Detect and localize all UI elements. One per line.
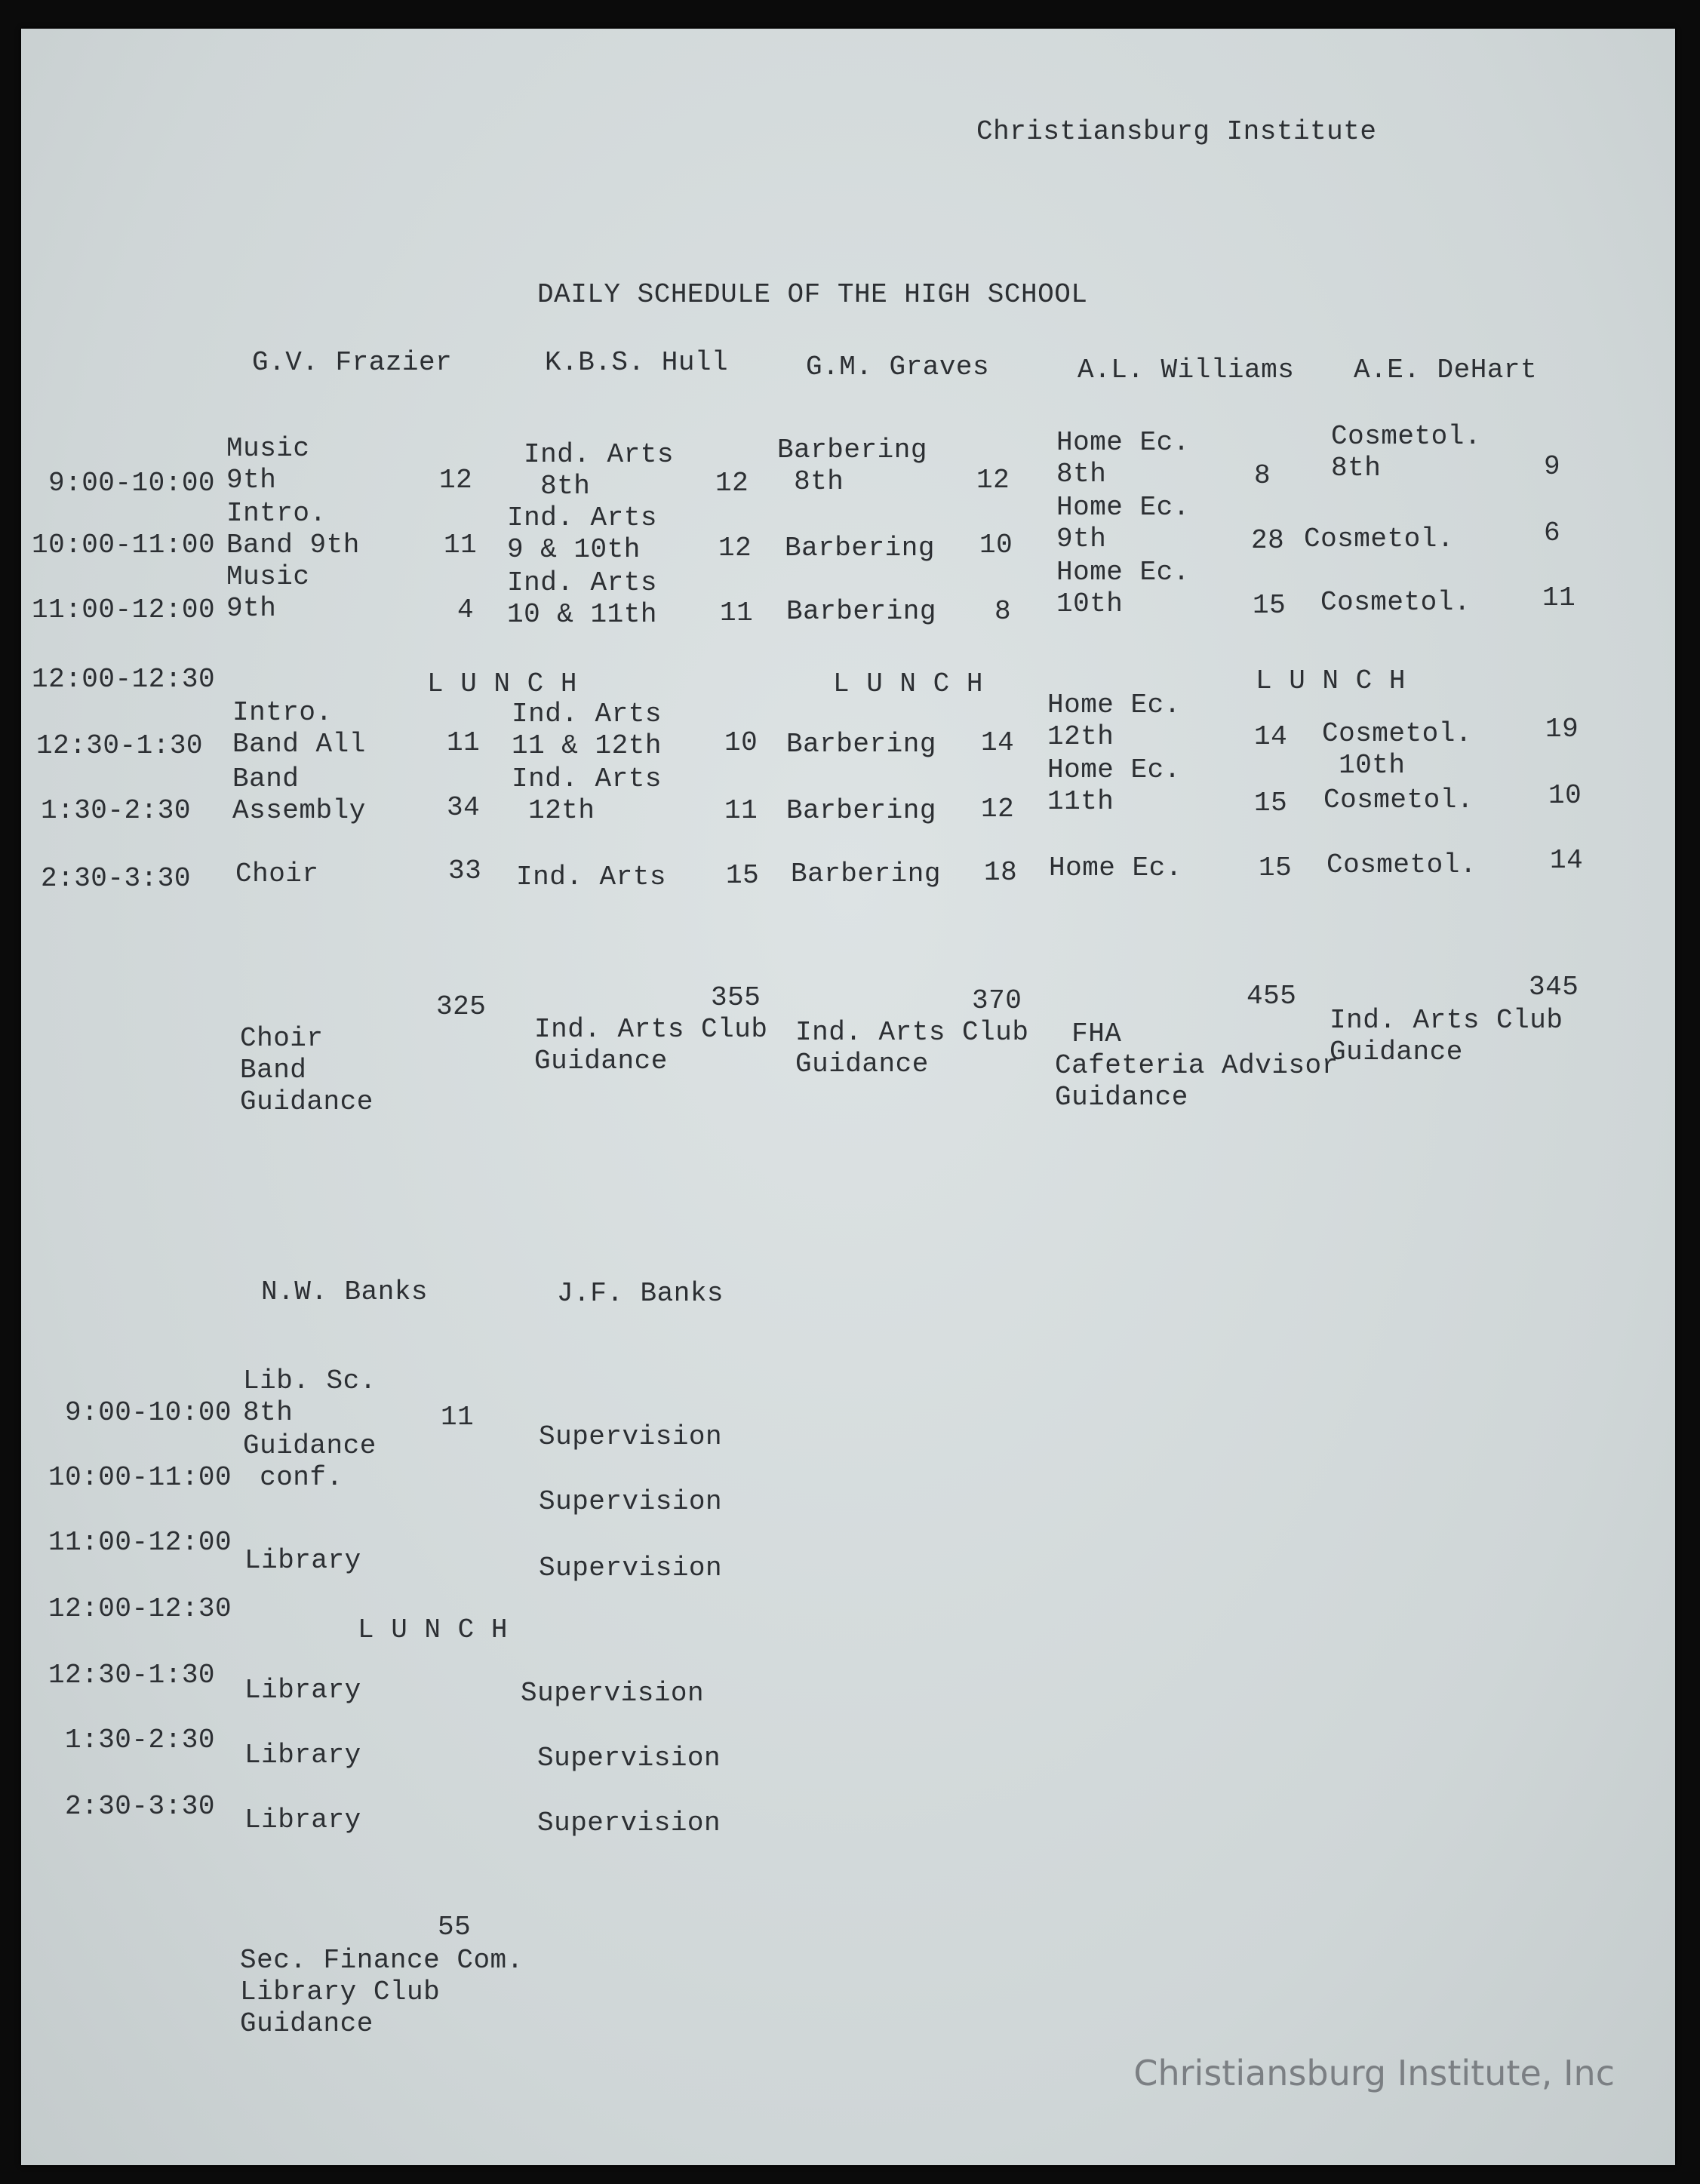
teacher-nw-banks: N.W. Banks — [261, 1276, 429, 1307]
teacher-hull: K.B.S. Hull — [545, 347, 729, 378]
class-entry: Ind. Arts 9 & 10th — [507, 502, 657, 565]
class-count: 9 — [1544, 451, 1561, 482]
class-count: 12 — [715, 468, 749, 499]
duties-list: Ind. Arts Club Guidance — [534, 1014, 768, 1077]
class-entry: Intro. Band 9th — [226, 498, 360, 561]
class-count: 12 — [439, 465, 473, 496]
document-page — [21, 29, 1675, 2165]
time-slot: 10:00-11:00 — [48, 1462, 232, 1493]
class-count: 14 — [1254, 721, 1288, 752]
class-entry: Home Ec. 8th — [1056, 427, 1190, 490]
class-entry: Home Ec. 12th — [1047, 690, 1181, 752]
lunch-label: L U N C H — [833, 668, 983, 699]
teacher-williams: A.L. Williams — [1077, 355, 1295, 386]
class-entry: Home Ec. 10th — [1056, 557, 1190, 619]
class-entry: Supervision — [539, 1421, 723, 1452]
time-slot: 11:00-12:00 — [48, 1527, 232, 1558]
duties-list: Sec. Finance Com. Library Club Guidance — [240, 1945, 524, 2039]
student-total: 455 — [1247, 981, 1297, 1012]
teacher-graves: G.M. Graves — [806, 352, 990, 382]
duties-list: Ind. Arts Club Guidance — [1330, 1005, 1563, 1067]
class-count: 11 — [444, 530, 478, 561]
class-count: 8 — [1254, 460, 1271, 491]
class-count: 8 — [994, 596, 1012, 627]
class-entry: Library — [244, 1740, 361, 1771]
class-count: 15 — [1259, 852, 1293, 883]
class-entry: Home Ec. 11th — [1047, 754, 1181, 817]
class-count: 4 — [457, 594, 475, 625]
class-count: 11 — [441, 1402, 475, 1433]
class-entry: Ind. Arts — [516, 862, 666, 892]
class-entry: Supervision — [521, 1678, 705, 1709]
class-count: 18 — [984, 857, 1018, 888]
time-slot: 12:00-12:30 — [48, 1593, 232, 1624]
class-entry: Barbering — [786, 729, 936, 760]
student-total: 325 — [436, 991, 487, 1022]
time-slot: 10:00-11:00 — [32, 530, 216, 561]
class-entry: Band Assembly — [232, 763, 366, 826]
class-entry: Supervision — [539, 1486, 723, 1517]
time-slot: 1:30-2:30 — [41, 795, 191, 826]
class-count: 11 — [447, 727, 481, 758]
class-entry: Home Ec. 9th — [1056, 492, 1190, 554]
time-slot: 1:30-2:30 — [65, 1725, 215, 1755]
class-count: 34 — [447, 792, 481, 823]
class-entry: Supervision — [537, 1743, 721, 1774]
time-slot: 11:00-12:00 — [32, 594, 216, 625]
class-count: 10 — [979, 530, 1013, 561]
class-count: 11 — [720, 597, 754, 628]
student-total: 345 — [1529, 972, 1579, 1003]
teacher-frazier: G.V. Frazier — [252, 347, 453, 378]
duties-list: FHA Cafeteria Advisor Guidance — [1055, 1018, 1339, 1113]
lunch-label: L U N C H — [427, 668, 577, 699]
class-entry: Supervision — [537, 1808, 721, 1838]
class-entry: Ind. Arts 11 & 12th — [512, 699, 662, 761]
class-count: 14 — [1550, 845, 1584, 876]
class-entry: Guidance conf. — [243, 1430, 377, 1493]
time-slot: 2:30-3:30 — [41, 863, 191, 894]
lunch-label: L U N C H — [1256, 665, 1406, 696]
class-count: 14 — [981, 727, 1015, 758]
class-count: 33 — [448, 855, 482, 886]
duties-list: Choir Band Guidance — [240, 1023, 374, 1117]
class-entry: Barbering — [785, 533, 935, 564]
time-slot: 12:30-1:30 — [48, 1660, 216, 1691]
class-entry: Cosmetol. 10th — [1322, 718, 1472, 781]
class-count: 12 — [718, 533, 752, 564]
class-entry: Choir — [235, 859, 319, 889]
class-entry: Library — [244, 1545, 361, 1576]
time-slot: 2:30-3:30 — [65, 1791, 215, 1822]
class-count: 15 — [1254, 788, 1288, 819]
archive-watermark: Christiansburg Institute, Inc — [1133, 2053, 1615, 2093]
class-entry: Barbering — [786, 795, 936, 826]
class-entry: Home Ec. — [1049, 852, 1182, 883]
lunch-label: L U N C H — [358, 1614, 508, 1645]
class-entry: Ind. Arts 10 & 11th — [507, 567, 657, 630]
class-count: 15 — [726, 860, 760, 891]
student-total: 55 — [438, 1912, 472, 1943]
class-entry: Cosmetol. — [1323, 785, 1474, 816]
class-entry: Cosmetol. — [1304, 524, 1454, 554]
time-slot: 9:00-10:00 — [65, 1397, 232, 1428]
class-entry: Ind. Arts 8th — [524, 439, 674, 502]
student-total: 355 — [711, 982, 761, 1013]
schedule-title: DAILY SCHEDULE OF THE HIGH SCHOOL — [537, 279, 1088, 310]
class-count: 6 — [1544, 518, 1561, 548]
class-entry: Library — [244, 1675, 361, 1706]
class-count: 12 — [981, 794, 1015, 825]
class-entry: Supervision — [539, 1553, 723, 1583]
institution-name: Christiansburg Institute — [976, 116, 1377, 147]
duties-list: Ind. Arts Club Guidance — [795, 1017, 1029, 1080]
class-entry: Music 9th — [226, 433, 310, 496]
time-slot: 9:00-10:00 — [48, 468, 216, 499]
class-count: 10 — [724, 727, 758, 758]
class-count: 10 — [1548, 780, 1582, 811]
class-count: 11 — [1542, 582, 1576, 613]
class-entry: Barbering — [786, 596, 936, 627]
class-entry: Intro. Band All — [232, 697, 366, 760]
class-entry: Cosmetol. — [1320, 587, 1471, 618]
student-total: 370 — [972, 985, 1022, 1016]
class-entry: Barbering 8th — [777, 435, 927, 497]
class-count: 19 — [1545, 714, 1579, 745]
time-slot: 12:00-12:30 — [32, 664, 216, 695]
class-entry: Barbering — [791, 859, 941, 889]
class-entry: Library — [244, 1805, 361, 1835]
class-entry: Ind. Arts 12th — [512, 763, 662, 826]
time-slot: 12:30-1:30 — [36, 730, 204, 761]
class-count: 11 — [724, 795, 758, 826]
class-entry: Music 9th — [226, 561, 310, 624]
class-count: 28 — [1251, 525, 1285, 556]
class-entry: Cosmetol. 8th — [1331, 421, 1481, 484]
class-entry: Cosmetol. — [1326, 849, 1477, 880]
teacher-dehart: A.E. DeHart — [1354, 355, 1538, 386]
class-count: 15 — [1253, 590, 1287, 621]
teacher-jf-banks: J.F. Banks — [557, 1278, 724, 1309]
class-count: 12 — [976, 465, 1010, 496]
class-entry: Lib. Sc. 8th — [243, 1365, 377, 1428]
